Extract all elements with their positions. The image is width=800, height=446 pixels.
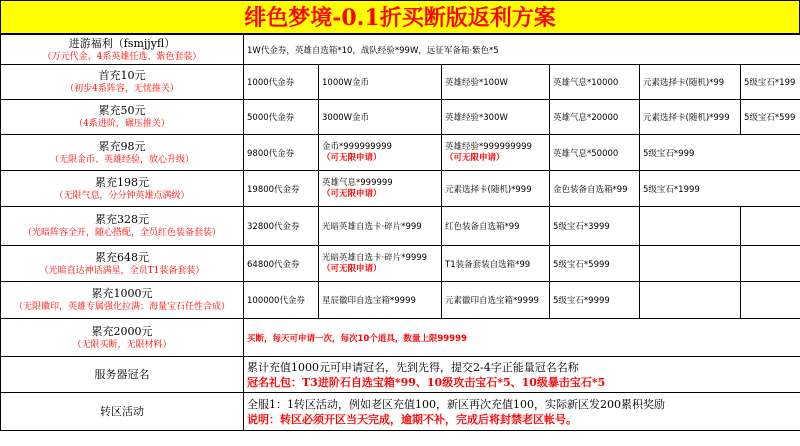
reward-cell [319,246,442,282]
row-label: 累充1000元 [91,287,153,300]
row-label: 累充648元 [95,250,149,264]
row-server-naming [1,357,800,393]
reward-cell: 3000W金币 [319,100,442,135]
buyout-text: 买断，每天可申请一次，每次10个道具，数量上限99999 [244,319,800,357]
transfer-rule: 全服1：1转区活动，例如老区充值100，新区再次充值100，实际新区发200累积奖励 [247,397,665,411]
reward-cell: 元素选择卡(随机)*999 [442,171,550,207]
reward-cell: 1000代金券 [244,65,319,100]
row-label-cell [1,65,244,100]
reward-cell: 元素选择卡(随机)*99 [640,65,741,100]
row-label-cell [1,319,244,357]
row-sublabel: （初步4系阵容，无忧推关） [65,84,179,94]
reward-cell: 金色装备自选箱*99 [550,171,640,207]
reward-cell: 英雄气息*20000 [550,100,640,135]
reward-item: 光暗英雄自选卡·碎片*9999 [322,252,428,263]
row-label-cell [1,171,244,207]
reward-cell: 19800代金券 [244,171,319,207]
row-label: 转区活动 [100,404,144,418]
page-title: 绯色梦境-0.1折买断版返利方案 [0,0,800,34]
transfer-note: 说明：转区必须开区当天完成，逾期不补，完成后将封禁老区帐号。 [247,412,577,426]
row-total-1000 [1,282,800,319]
row-label: 累充98元 [98,139,146,153]
reward-cell [640,207,741,246]
row-sublabel: （万元代金、4系英雄任选、紫色套装） [42,51,202,62]
reward-cell: 5级宝石*199 [741,65,800,100]
reward-cell: 光暗英雄自选卡·碎片*999 [319,207,442,246]
row-server-transfer [1,393,800,431]
reward-cell [741,282,800,319]
reward-cell: 1000W金币 [319,65,442,100]
row-first-10 [1,65,800,100]
unlimited-note: （可无限申请） [322,152,382,163]
row-label-cell [1,282,244,319]
transfer-cell [244,393,800,431]
reward-cell: 元素选择卡(随机)*999 [640,100,741,135]
reward-cell: 星辰徽印自选宝箱*9999 [319,282,442,319]
row-label: 首充10元 [98,69,146,82]
reward-cell: 英雄经验*300W [442,100,550,135]
reward-cell: 英雄气息*50000 [550,135,640,171]
reward-cell [741,207,800,246]
reward-cell [442,135,550,171]
reward-item: 英雄气息*999999 [322,177,393,188]
row-label: 进游福利（fsmjjyfl） [68,36,176,50]
unlimited-note: （可无限申请） [322,188,382,199]
reward-cell [319,135,442,171]
row-total-198 [1,171,800,207]
reward-cell [741,246,800,282]
reward-cell: 5级宝石*999 [640,135,800,171]
row-welcome [1,35,800,65]
naming-gift: 冠名礼包：T3进阶石自选宝箱*99、10级攻击宝石*5、10级暴击宝石*5 [247,375,606,389]
row-label: 服务器冠名 [94,367,150,381]
row-label-cell [1,393,244,431]
reward-cell: 5级宝石*9999 [550,282,640,319]
row-sublabel: （光暗直达神话满星，全员T1装备套装） [39,265,205,276]
reward-cell: 100000代金券 [244,282,319,319]
row-sublabel: （光暗阵容全开，随心搭配，全员红色装备套装） [22,228,221,238]
reward-item: 金币*999999999 [322,141,392,152]
row-total-648 [1,246,800,282]
reward-item: 英雄经验*999999999 [445,141,532,152]
reward-cell: 英雄经验*100W [442,65,550,100]
reward-cell: T1装备套装自选箱*99 [442,246,550,282]
reward-cell: 32800代金券 [244,207,319,246]
row-label: 累充2000元 [91,324,153,338]
reward-cell: 5级宝石*3999 [550,207,640,246]
row-label-cell [1,135,244,171]
unlimited-note: （可无限申请） [445,152,505,163]
unlimited-note: （可无限申请） [322,263,382,274]
reward-cell: 英雄气息*10000 [550,65,640,100]
reward-cell: 5级宝石*5999 [550,246,640,282]
reward-cell: 红色装备自选箱*99 [442,207,550,246]
row-label-cell [1,357,244,393]
row-total-328 [1,207,800,246]
row-label-cell [1,246,244,282]
reward-cell: 64800代金券 [244,246,319,282]
row-sublabel: （无限买断，无限材料） [72,339,172,350]
row-label-cell [1,100,244,135]
row-sublabel: （4系进阶，碾压推关） [74,119,170,129]
naming-rule: 累计充值1000元可申请冠名，先到先得，提交2-4字正能量冠名名称 [247,360,579,374]
row-sublabel: （无限徽印，英雄专属强化拉满；海量宝石任性合成） [13,302,230,312]
row-label-cell [1,35,244,65]
reward-cell: 5级宝石*599 [741,100,800,135]
reward-cell [319,171,442,207]
row-total-50 [1,100,800,135]
reward-text: 1W代金券，英雄自选箱*10，战队经验*99W，远征军备箱·紫色*5 [244,35,800,65]
reward-cell: 9800代金券 [244,135,319,171]
row-sublabel: （无限气息，分分钟英雄点满级） [54,190,190,201]
row-label: 累充198元 [95,175,149,189]
reward-cell: 5级宝石*1999 [640,171,800,207]
reward-cell: 元素徽印自选宝箱*9999 [442,282,550,319]
reward-cell [640,246,741,282]
reward-cell: 5000代金券 [244,100,319,135]
row-sublabel: （无限金币、英雄经验，放心升级） [49,154,194,165]
reward-cell [640,282,741,319]
row-label: 累充328元 [95,213,149,226]
row-total-98 [1,135,800,171]
row-label-cell [1,207,244,246]
naming-cell [244,357,800,393]
rebate-table [0,34,800,431]
row-label: 累充50元 [98,104,146,117]
row-total-2000 [1,319,800,357]
